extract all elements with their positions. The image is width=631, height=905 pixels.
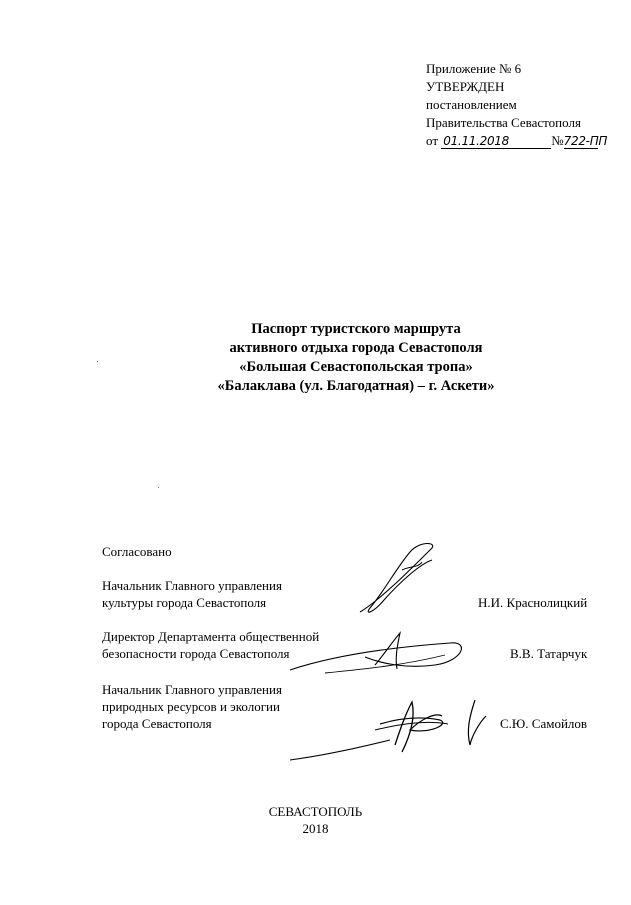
signer-3-position-line-2: природных ресурсов и экологии: [102, 699, 280, 714]
appendix-number: Приложение № 6: [426, 61, 522, 76]
signer-3-name: С.Ю. Самойлов: [500, 716, 588, 731]
scan-speck: [158, 487, 159, 488]
approved-label: УТВЕРЖДЕН: [426, 79, 505, 94]
number-prefix: №: [551, 133, 564, 148]
signer-2-position-line-1: Директор Департамента общественной: [102, 629, 320, 644]
scan-speck: [97, 361, 98, 362]
title-line-2: активного отдыха города Севастополя: [229, 340, 483, 356]
signer-1-position: [102, 577, 282, 611]
government-label: Правительства Севастополя: [426, 115, 581, 130]
signer-2-position: [102, 628, 319, 662]
handwritten-number: 722-ПП: [563, 134, 608, 148]
signer-1-position-line-1: Начальник Главного управления: [102, 578, 282, 593]
signer-3-position-line-3: города Севастополя: [102, 716, 212, 731]
resolution-label: постановлением: [426, 97, 517, 112]
footer-city: СЕВАСТОПОЛЬ: [268, 804, 363, 819]
approval-heading: Согласовано: [102, 544, 172, 559]
appendix-approval-block: [426, 60, 626, 150]
signer-2-position-line-2: безопасности города Севастополя: [102, 646, 290, 661]
date-prefix: от: [426, 133, 439, 148]
signer-3-position: [102, 681, 282, 732]
document-footer: [0, 803, 631, 837]
footer-year: 2018: [302, 821, 329, 836]
signer-1-name: Н.И. Краснолицкий: [478, 595, 588, 610]
title-line-1: Паспорт туристского маршрута: [251, 321, 461, 337]
signer-1-position-line-2: культуры города Севастополя: [102, 595, 267, 610]
document-title: [100, 320, 612, 396]
signer-3-position-line-1: Начальник Главного управления: [102, 682, 282, 697]
date-field: [441, 134, 551, 149]
title-line-4: «Балаклава (ул. Благодатная) – г. Аскети»: [217, 378, 495, 394]
number-field: [563, 134, 608, 149]
resolution-date-line: [426, 132, 626, 150]
signature-samoylov: [290, 690, 500, 770]
signature-krasnolitsky: [340, 540, 460, 620]
signer-2-name: В.В. Татарчук: [510, 646, 588, 661]
title-line-3: «Большая Севастопольская тропа»: [239, 359, 473, 375]
handwritten-date: 01.11.2018: [443, 134, 509, 148]
